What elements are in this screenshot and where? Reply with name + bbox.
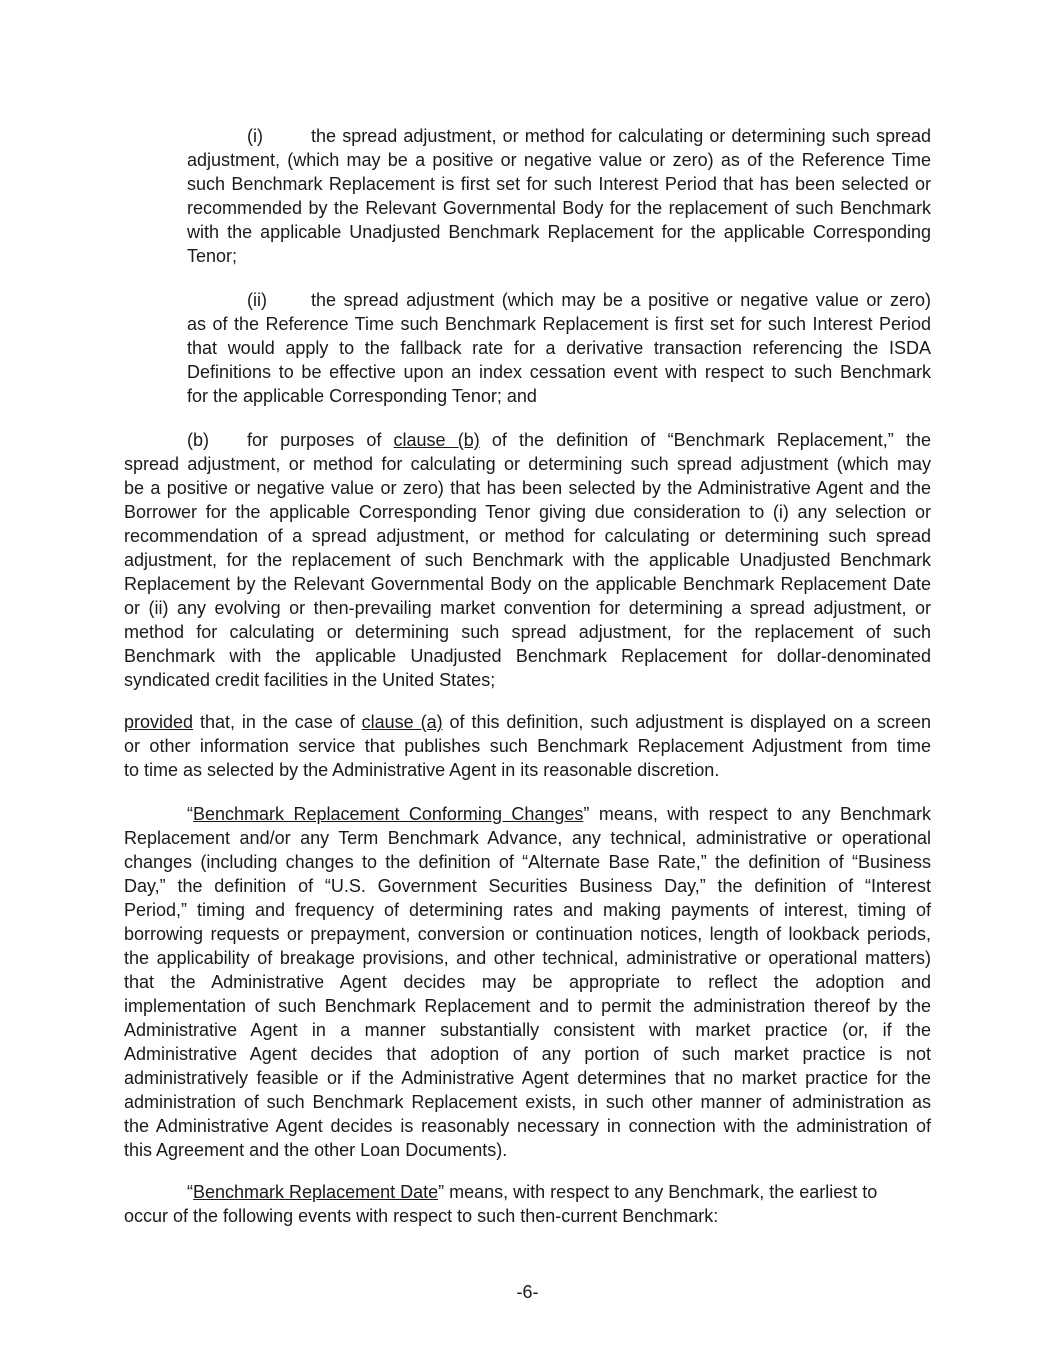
clause-i-line: the spread adjustment, or method for calculating or determining such spread xyxy=(311,126,931,146)
conforming-changes-definition xyxy=(124,802,931,1162)
replacement-date-first-line xyxy=(124,1180,931,1204)
clause-b-line: Replacement by the Relevant Governmental Body on the applicable Benchmark Replacement Date xyxy=(124,574,931,594)
clause-b-line: method for calculating or determining such spread adjustment, for the replacement of such xyxy=(124,622,931,642)
conforming-changes-line: changes (including changes to the definition of “Alternate Base Rate,” the definition of “Business xyxy=(124,852,931,872)
conforming-changes-first-line xyxy=(124,802,931,826)
clause-b-line: recommendation of a spread adjustment, or method for calculating or determining such spread xyxy=(124,526,931,546)
clause-i-line: adjustment, (which may be a positive or negative value or zero) as of the Reference Time xyxy=(187,150,931,170)
conforming-changes-line: Period,” timing and frequency of determining rates and making payments of interest, timing of xyxy=(124,900,931,920)
clause-b-line: be a positive or negative value or zero) that has been selected by the Administrative Agent and the xyxy=(124,478,931,498)
clause-b-prefix: for purposes of xyxy=(247,430,382,450)
defined-term-replacement-date: Benchmark Replacement Date xyxy=(192,1182,439,1202)
clause-ii-marker: (ii) xyxy=(247,290,267,310)
conforming-changes-line: administration of such Benchmark Replacement exists, in such other manner of administration as xyxy=(124,1092,931,1112)
clause-b-reference-link[interactable]: clause (b) xyxy=(393,430,480,450)
proviso-paragraph xyxy=(124,710,931,782)
conforming-changes-line: the applicability of breakage provisions, and other technical, administrative or operational matters) xyxy=(124,948,931,968)
proviso-line: or other information service that publishes such Benchmark Replacement Adjustment from time xyxy=(124,736,931,756)
provided-term: provided xyxy=(124,712,194,732)
open-quote: “ xyxy=(187,804,193,824)
clause-b-paragraph xyxy=(124,428,931,692)
definition-lead: ” means, with respect to any Benchmark, the earliest to xyxy=(438,1182,878,1202)
clause-b-line: or (ii) any evolving or then-prevailing market convention for determining a spread adjustment, or xyxy=(124,598,931,618)
clause-b-line: spread adjustment, or method for calculating or determining such spread adjustment (which may xyxy=(124,454,931,474)
clause-ii-line: for the applicable Corresponding Tenor; and xyxy=(187,386,537,406)
clause-b-suffix: of the definition of “Benchmark Replacement,” the xyxy=(491,430,931,450)
defined-term-conforming-changes: Benchmark Replacement Conforming Changes xyxy=(193,804,584,824)
clause-i-first-line xyxy=(187,124,931,148)
clause-i-line: with the applicable Unadjusted Benchmark Replacement for the applicable Corresponding xyxy=(187,222,931,242)
proviso-text: that, in the case of xyxy=(199,712,355,732)
clause-a-reference-link[interactable]: clause (a) xyxy=(361,712,443,732)
clause-ii-line: Definitions to be effective upon an index cessation event with respect to such Benchmark xyxy=(187,362,931,382)
conforming-changes-line: the Administrative Agent decides is reasonably necessary in connection with the administration of xyxy=(124,1116,931,1136)
clause-i-line: recommended by the Relevant Governmental Body for the replacement of such Benchmark xyxy=(187,198,931,218)
conforming-changes-line: this Agreement and the other Loan Documents). xyxy=(124,1140,508,1160)
clause-i-line: Tenor; xyxy=(187,246,238,266)
clause-b-marker: (b) xyxy=(187,430,209,450)
conforming-changes-line: implementation of such Benchmark Replacement and to permit the administration thereof by the xyxy=(124,996,931,1016)
clause-b-line: Borrower for the applicable Corresponding Tenor giving due consideration to (i) any selection or xyxy=(124,502,931,522)
clause-ii-line: the spread adjustment (which may be a positive or negative value or zero) xyxy=(311,290,931,310)
conforming-changes-line: Administrative Agent in a manner substantially consistent with market practice (or, if the xyxy=(124,1020,931,1040)
conforming-changes-line: that the Administrative Agent decides may be appropriate to reflect the adoption and xyxy=(124,972,931,992)
clause-ii-line: that would apply to the fallback rate for a derivative transaction referencing the ISDA xyxy=(187,338,931,358)
clause-b-line: Benchmark with the applicable Unadjusted Benchmark Replacement for dollar-denominated xyxy=(124,646,931,666)
clause-ii-line: as of the Reference Time such Benchmark Replacement is first set for such Interest Period xyxy=(187,314,931,334)
clause-b-line: adjustment, for the replacement of such Benchmark with the applicable Unadjusted Benchmark xyxy=(124,550,931,570)
clause-b-line: syndicated credit facilities in the United States; xyxy=(124,670,496,690)
proviso-text: of this definition, such adjustment is displayed on a screen xyxy=(449,712,931,732)
conforming-changes-line: Administrative Agent decides that adoption of any portion of such market practice is not xyxy=(124,1044,931,1064)
proviso-line: to time as selected by the Administrative Agent in its reasonable discretion. xyxy=(124,760,720,780)
conforming-changes-line: administratively feasible or if the Administrative Agent determines that no market practice for the xyxy=(124,1068,931,1088)
conforming-changes-line: borrowing requests or prepayment, conversion or continuation notices, length of lookback periods, xyxy=(124,924,931,944)
replacement-date-definition xyxy=(124,1180,931,1228)
clause-ii-paragraph xyxy=(187,288,931,408)
page-number: -6- xyxy=(516,1282,539,1302)
clause-i-marker: (i) xyxy=(247,126,263,146)
clause-i-paragraph xyxy=(187,124,931,268)
clause-ii-first-line xyxy=(187,288,931,312)
conforming-changes-line: Replacement and/or any Term Benchmark Advance, any technical, administrative or operational xyxy=(124,828,931,848)
definition-lead: ” means, with respect to any Benchmark xyxy=(583,804,931,824)
proviso-first-line xyxy=(124,710,931,734)
conforming-changes-line: Day,” the definition of “U.S. Government Securities Business Day,” the definition of “Interest xyxy=(124,876,931,896)
open-quote: “ xyxy=(187,1182,193,1202)
replacement-date-line: occur of the following events with respect to such then-current Benchmark: xyxy=(124,1206,719,1226)
clause-i-line: such Benchmark Replacement is first set for such Interest Period that has been selected or xyxy=(187,174,931,194)
clause-b-first-line xyxy=(124,428,931,452)
